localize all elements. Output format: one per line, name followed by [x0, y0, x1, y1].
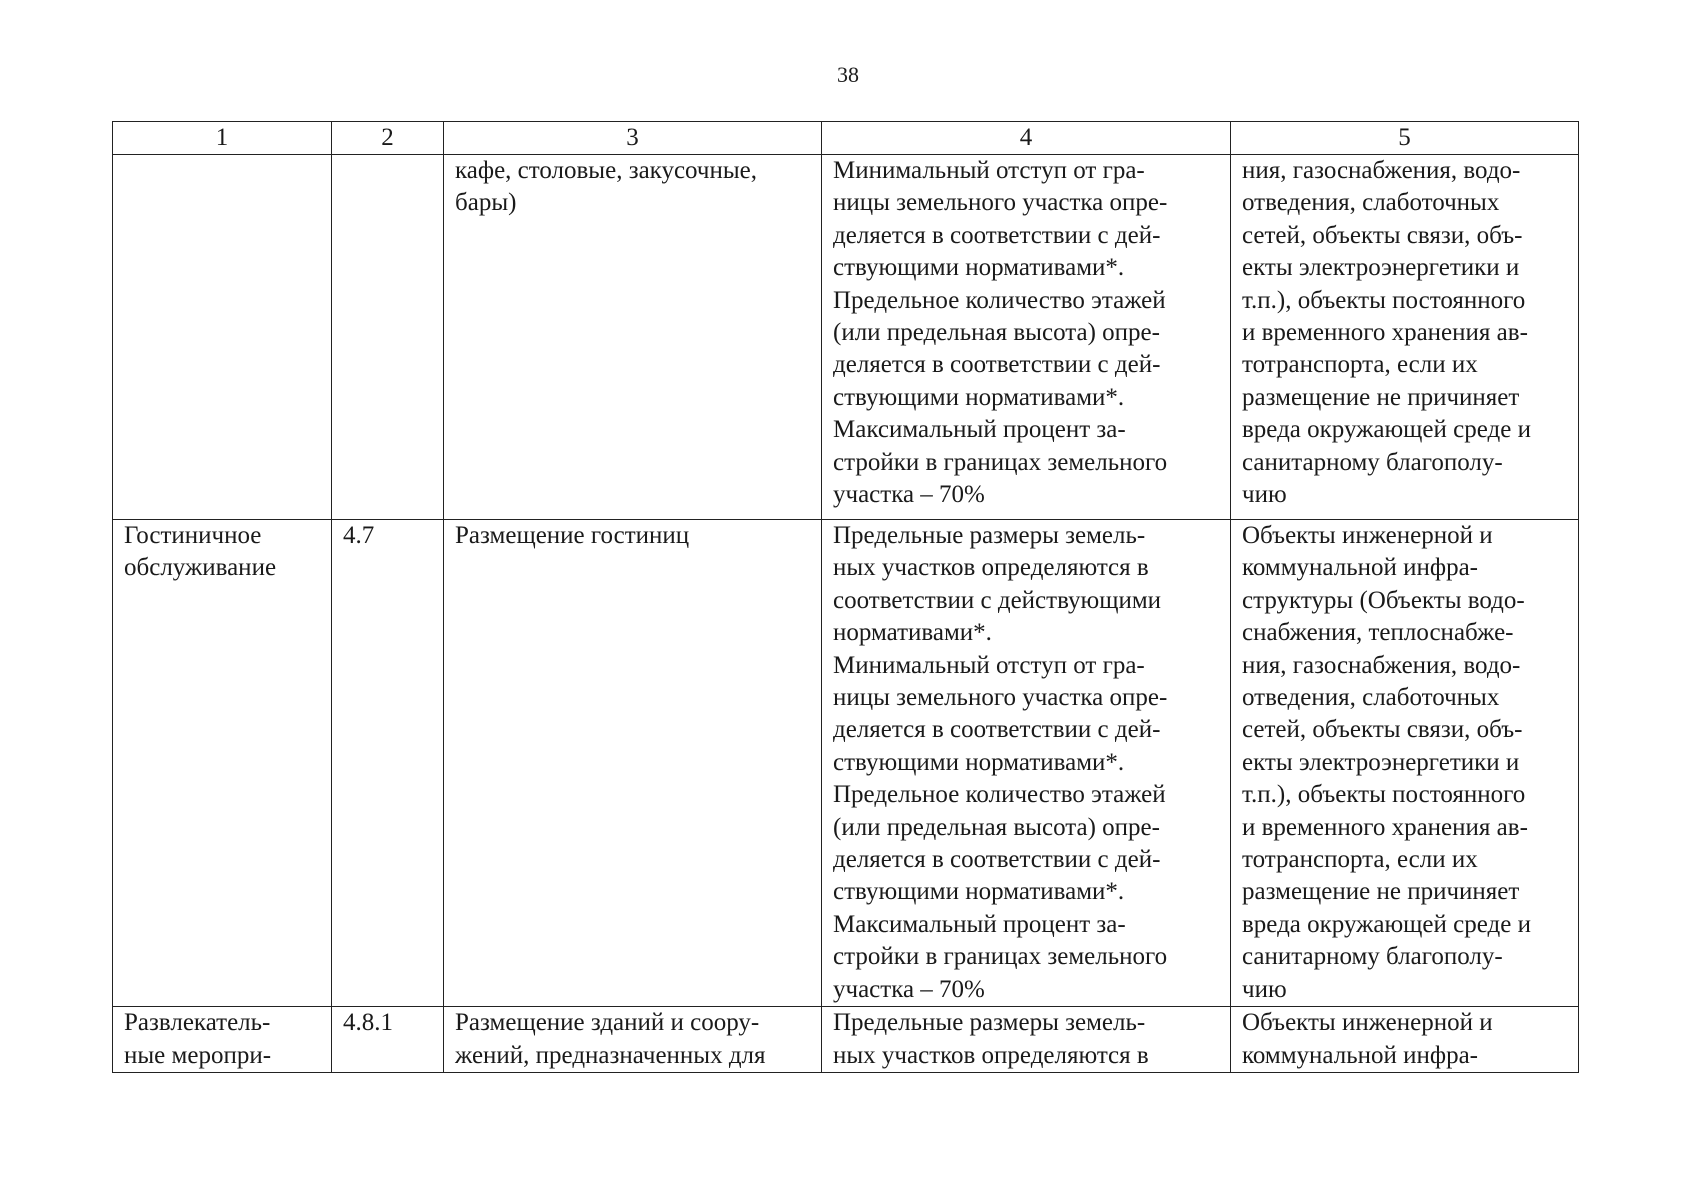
column-header: 2 — [332, 122, 444, 155]
cell-line: Объекты инженерной и — [1242, 522, 1493, 549]
cell-line: и временного хранения ав- — [1242, 319, 1528, 347]
table-cell — [822, 1007, 1231, 1073]
cell-line: Предельное количество этажей — [833, 286, 1166, 314]
table-cell — [332, 1007, 444, 1073]
column-header: 5 — [1231, 122, 1579, 155]
cell-line: деляется в соответствии с дей- — [833, 846, 1161, 874]
cell-line: ные меропри- — [124, 1041, 272, 1069]
cell-line: стройки в границах земельного — [833, 943, 1168, 971]
cell-line: Минимальный отступ от гра- — [833, 651, 1145, 679]
cell-line: 4.8.1 — [343, 1009, 393, 1037]
cell-line: екты электроэнергетики и — [1242, 254, 1520, 282]
cell-line: размещение не причиняет — [1242, 383, 1520, 411]
cell-line: чию — [1242, 975, 1287, 1003]
cell-line: Предельные размеры земель- — [833, 1009, 1146, 1037]
cell-line: отведения, слаботочных — [1242, 684, 1500, 712]
table-cell — [113, 1007, 332, 1073]
cell-line: ния, газоснабжения, водо- — [1242, 157, 1521, 184]
cell-line: Максимальный процент за- — [833, 910, 1126, 938]
cell-line: соответствии с действующими — [833, 586, 1162, 614]
cell-line: ствующими нормативами*. — [833, 878, 1125, 906]
cell-line: ницы земельного участка опре- — [833, 684, 1168, 712]
cell-line: Максимальный процент за- — [833, 416, 1126, 444]
cell-line: бары) — [455, 189, 517, 217]
cell-line: вреда окружающей среде и — [1242, 416, 1531, 444]
cell-line: чию — [1242, 481, 1287, 509]
cell-line: сетей, объекты связи, объ- — [1242, 716, 1523, 744]
cell-line: екты электроэнергетики и — [1242, 748, 1520, 776]
cell-line: участка – 70% — [833, 481, 985, 509]
cell-line: отведения, слаботочных — [1242, 189, 1500, 217]
cell-line: нормативами*. — [833, 619, 992, 647]
table-row — [113, 155, 1579, 520]
cell-line: участка – 70% — [833, 975, 985, 1003]
table-cell — [444, 520, 822, 1007]
cell-line: (или предельная высота) опре- — [833, 813, 1160, 841]
table-cell — [444, 1007, 822, 1073]
cell-line: тотранспорта, если их — [1242, 846, 1478, 874]
cell-line: деляется в соответствии с дей- — [833, 716, 1161, 744]
cell-line: коммунальной инфра- — [1242, 554, 1478, 582]
page-number: 38 — [837, 62, 859, 87]
table-cell — [822, 155, 1231, 520]
cell-line: коммунальной инфра- — [1242, 1041, 1478, 1069]
cell-line: Размещение гостиниц — [455, 522, 690, 549]
table-cell — [444, 155, 822, 520]
cell-line: ствующими нормативами*. — [833, 254, 1125, 282]
cell-line: снабжения, теплоснабже- — [1242, 619, 1514, 647]
cell-line: ствующими нормативами*. — [833, 748, 1125, 776]
cell-line: размещение не причиняет — [1242, 878, 1520, 906]
cell-line: деляется в соответствии с дей- — [833, 351, 1161, 379]
cell-line: сетей, объекты связи, объ- — [1242, 221, 1523, 249]
cell-line: Предельное количество этажей — [833, 781, 1166, 809]
cell-line: Объекты инженерной и — [1242, 1009, 1493, 1037]
cell-line: стройки в границах земельного — [833, 448, 1168, 476]
cell-line: Предельные размеры земель- — [833, 522, 1146, 549]
column-header: 1 — [113, 122, 332, 155]
cell-line: (или предельная высота) опре- — [833, 319, 1160, 347]
table-cell — [822, 520, 1231, 1007]
cell-line: ницы земельного участка опре- — [833, 189, 1168, 217]
column-header: 3 — [444, 122, 822, 155]
table-cell — [1231, 155, 1579, 520]
table-cell — [113, 155, 332, 520]
table-cell — [1231, 1007, 1579, 1073]
cell-line: санитарному благополу- — [1242, 448, 1503, 476]
table-row — [113, 520, 1579, 1007]
cell-line: ния, газоснабжения, водо- — [1242, 651, 1521, 679]
cell-line: тотранспорта, если их — [1242, 351, 1478, 379]
cell-line: т.п.), объекты постоянного — [1242, 781, 1526, 809]
table-cell — [332, 520, 444, 1007]
cell-line: ствующими нормативами*. — [833, 383, 1125, 411]
cell-line: Размещение зданий и соору- — [455, 1009, 760, 1037]
table-cell — [1231, 520, 1579, 1007]
cell-line: Минимальный отступ от гра- — [833, 157, 1145, 184]
cell-line: вреда окружающей среде и — [1242, 910, 1531, 938]
cell-line: санитарному благополу- — [1242, 943, 1503, 971]
table-cell — [332, 155, 444, 520]
table-cell — [113, 520, 332, 1007]
cell-line: жений, предназначенных для — [455, 1041, 766, 1069]
table-row — [113, 1007, 1579, 1073]
cell-line: обслуживание — [124, 554, 277, 582]
cell-line: структуры (Объекты водо- — [1242, 586, 1525, 614]
cell-line: деляется в соответствии с дей- — [833, 221, 1161, 249]
regulations-table — [112, 121, 1579, 1073]
cell-line: кафе, столовые, закусочные, — [455, 157, 758, 184]
cell-line: т.п.), объекты постоянного — [1242, 286, 1526, 314]
cell-line: Гостиничное — [124, 522, 262, 549]
table-header-row — [113, 122, 1579, 155]
cell-line: 4.7 — [343, 522, 375, 549]
cell-line: Развлекатель- — [124, 1009, 271, 1037]
cell-line: ных участков определяются в — [833, 1041, 1149, 1069]
cell-line: и временного хранения ав- — [1242, 813, 1528, 841]
column-header: 4 — [822, 122, 1231, 155]
cell-line: ных участков определяются в — [833, 554, 1149, 582]
